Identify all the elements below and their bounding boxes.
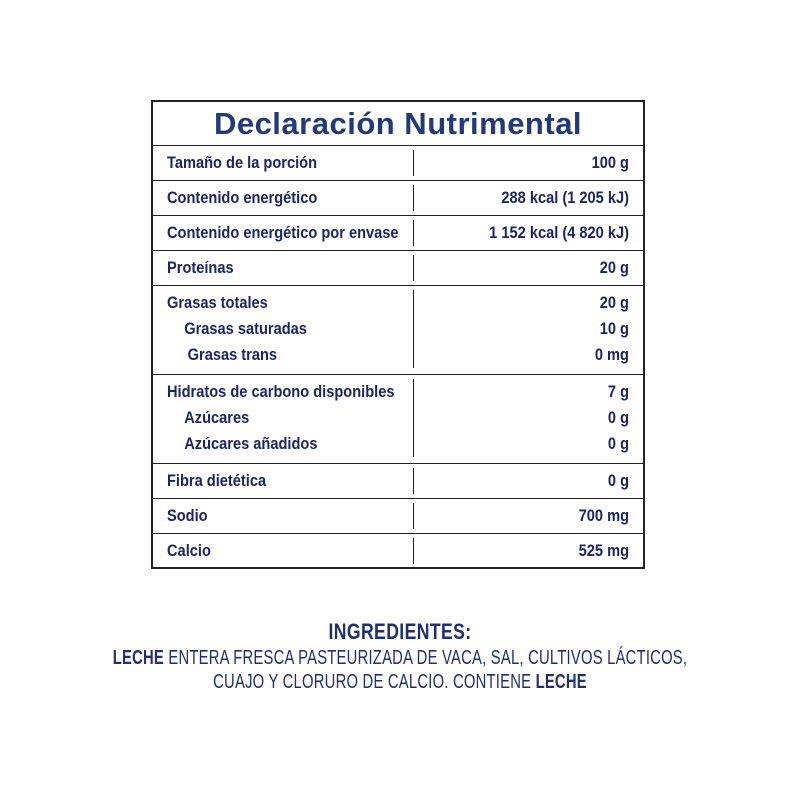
ingredients-title: INGREDIENTES: [328,619,472,644]
ingredient-text: CUAJO Y CLORURO DE CALCIO. CONTIENE [213,671,536,693]
ingredients-line-2 [104,670,696,694]
nutrition-facts-panel [151,100,645,569]
ingredients-section [0,618,800,694]
nutrition-title: Declaración Nutrimental [153,102,643,146]
nutrient-value: 10 g [599,319,629,338]
nutrient-value: 525 mg [578,541,629,560]
nutrient-label-cell [153,150,414,176]
ingredient-allergen: LECHE [535,671,587,693]
nutrient-label: Proteínas [167,258,234,277]
nutrient-value-cell [414,379,643,457]
nutrient-value-cell [414,468,643,494]
nutrient-label: Azúcares añadidos [184,434,318,453]
nutrient-label: Grasas totales [167,293,268,312]
nutrient-label: Calcio [167,541,211,560]
nutrient-label: Contenido energético [167,188,318,207]
nutrient-label-cell [153,503,414,529]
nutrient-value: 0 g [607,434,629,453]
nutrient-label-cell [153,185,414,211]
nutrient-label: Contenido energético por envase [167,223,399,242]
nutrient-value: 0 g [607,471,629,490]
nutrient-value: 20 g [599,293,629,312]
nutrient-value-cell [414,538,643,564]
nutrient-label: Azúcares [184,408,250,427]
nutrient-value-cell [414,150,643,176]
ingredient-allergen: LECHE [112,647,165,669]
nutrient-value-cell [414,220,643,246]
nutrient-value: 1 152 kcal (4 820 kJ) [489,223,629,242]
nutrient-row [153,499,643,534]
nutrient-label-cell [153,468,414,494]
nutrient-label: Tamaño de la porción [167,153,318,172]
nutrient-value: 100 g [591,153,629,172]
nutrient-label: Hidratos de carbono disponibles [167,382,395,401]
nutrient-value-cell [414,290,643,368]
nutrient-row [153,286,643,375]
nutrient-label-cell [153,538,414,564]
nutrient-row [153,534,643,568]
nutrient-row [153,464,643,499]
ingredients-line-1 [104,646,696,670]
nutrient-label: Fibra dietética [167,471,267,490]
nutrient-label: Sodio [167,506,208,525]
nutrient-value-cell [414,185,643,211]
nutrient-value: 7 g [607,382,629,401]
nutrient-label: Grasas saturadas [184,319,307,338]
nutrient-value: 700 mg [578,506,629,525]
nutrient-value-cell [414,255,643,281]
nutrient-label-cell [153,220,414,246]
nutrient-row [153,181,643,216]
nutrient-value: 0 g [607,408,629,427]
nutrient-value: 20 g [599,258,629,277]
nutrient-row [153,216,643,251]
nutrient-row [153,146,643,181]
nutrient-row [153,375,643,464]
nutrient-value: 288 kcal (1 205 kJ) [501,188,629,207]
nutrient-value-cell [414,503,643,529]
ingredient-text: ENTERA FRESCA PASTEURIZADA DE VACA, SAL, CULTIVOS LÁCTICOS, [164,647,688,669]
nutrient-label: Grasas trans [187,345,278,364]
nutrient-row [153,251,643,286]
nutrition-rows [153,146,643,568]
nutrient-label-cell [153,379,414,457]
nutrient-label-cell [153,255,414,281]
nutrient-value: 0 mg [594,345,629,364]
nutrient-label-cell [153,290,414,368]
